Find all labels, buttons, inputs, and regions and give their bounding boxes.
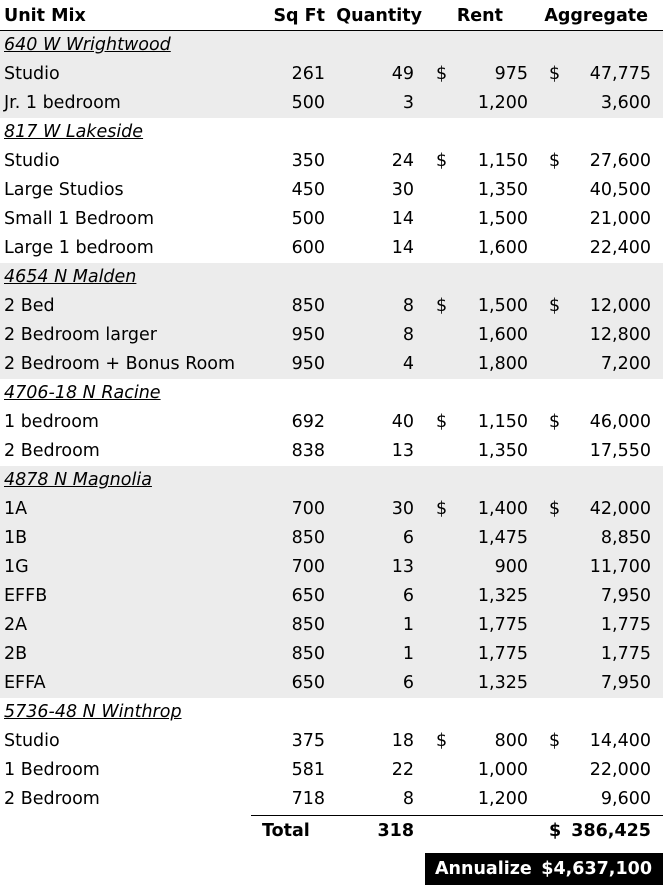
unit-name: 1 Bedroom xyxy=(4,760,100,780)
unit-aggregate: 11,700 xyxy=(589,557,651,577)
table-header xyxy=(0,0,663,31)
unit-aggregate: 46,000 xyxy=(589,412,651,432)
unit-name: 2 Bedroom + Bonus Room xyxy=(4,354,236,374)
unit-quantity: 13 xyxy=(391,441,414,461)
table-row xyxy=(0,205,663,234)
unit-aggregate: 40,500 xyxy=(589,180,651,200)
unit-name: 1A xyxy=(4,499,28,519)
rent-dollar-sign: $ xyxy=(436,296,448,316)
unit-sqft: 600 xyxy=(291,238,325,258)
unit-quantity: 6 xyxy=(402,586,414,606)
unit-name: 2 Bedroom xyxy=(4,789,100,809)
unit-quantity: 22 xyxy=(391,760,414,780)
unit-sqft: 692 xyxy=(291,412,325,432)
property-row xyxy=(0,466,663,495)
header-quantity: Quantity xyxy=(336,6,422,26)
unit-rent: 1,150 xyxy=(477,151,528,171)
unit-quantity: 30 xyxy=(391,180,414,200)
total-row xyxy=(0,815,663,848)
unit-name: EFFA xyxy=(4,673,46,693)
unit-aggregate: 12,000 xyxy=(589,296,651,316)
unit-quantity: 4 xyxy=(402,354,414,374)
unit-rent: 1,150 xyxy=(477,412,528,432)
unit-rent: 1,800 xyxy=(477,354,528,374)
table-row xyxy=(0,321,663,350)
unit-sqft: 850 xyxy=(291,644,325,664)
unit-sqft: 838 xyxy=(291,441,325,461)
unit-aggregate: 8,850 xyxy=(600,528,651,548)
unit-rent: 1,350 xyxy=(477,441,528,461)
aggregate-dollar-sign: $ xyxy=(549,412,561,432)
unit-rent: 1,325 xyxy=(477,586,528,606)
property-name: 640 W Wrightwood xyxy=(4,35,171,55)
unit-name: Studio xyxy=(4,731,60,751)
header-sqft: Sq Ft xyxy=(273,6,325,26)
property-name: 5736-48 N Winthrop xyxy=(4,702,182,722)
unit-aggregate: 1,775 xyxy=(600,644,651,664)
property-row xyxy=(0,31,663,60)
property-row xyxy=(0,263,663,292)
table-row xyxy=(0,437,663,466)
unit-quantity: 1 xyxy=(402,615,414,635)
unit-name: EFFB xyxy=(4,586,48,606)
total-dollar-sign: $ xyxy=(549,821,562,841)
unit-quantity: 1 xyxy=(402,644,414,664)
unit-quantity: 30 xyxy=(391,499,414,519)
unit-quantity: 13 xyxy=(391,557,414,577)
total-quantity: 318 xyxy=(377,821,414,841)
unit-name: Large Studios xyxy=(4,180,124,200)
unit-name: Large 1 bedroom xyxy=(4,238,154,258)
unit-aggregate: 22,000 xyxy=(589,760,651,780)
rent-dollar-sign: $ xyxy=(436,499,448,519)
property-name: 4878 N Magnolia xyxy=(4,470,152,490)
unit-rent: 975 xyxy=(494,64,528,84)
table-body xyxy=(0,31,663,814)
unit-sqft: 850 xyxy=(291,528,325,548)
unit-rent: 1,200 xyxy=(477,93,528,113)
unit-name: Jr. 1 bedroom xyxy=(4,93,121,113)
header-rent: Rent xyxy=(456,6,503,26)
unit-rent: 1,775 xyxy=(477,644,528,664)
unit-sqft: 850 xyxy=(291,615,325,635)
property-name: 817 W Lakeside xyxy=(4,122,144,142)
table-row xyxy=(0,553,663,582)
unit-rent: 1,500 xyxy=(477,209,528,229)
unit-sqft: 718 xyxy=(291,789,325,809)
unit-quantity: 8 xyxy=(402,789,414,809)
unit-quantity: 14 xyxy=(391,238,414,258)
unit-sqft: 700 xyxy=(291,499,325,519)
unit-quantity: 6 xyxy=(402,673,414,693)
unit-aggregate: 14,400 xyxy=(589,731,651,751)
unit-aggregate: 1,775 xyxy=(600,615,651,635)
unit-rent: 1,600 xyxy=(477,238,528,258)
property-row xyxy=(0,118,663,147)
table-row xyxy=(0,176,663,205)
unit-quantity: 24 xyxy=(391,151,414,171)
unit-name: 1B xyxy=(4,528,28,548)
rent-dollar-sign: $ xyxy=(436,151,448,171)
aggregate-dollar-sign: $ xyxy=(549,499,561,519)
unit-aggregate: 17,550 xyxy=(589,441,651,461)
annualize-box xyxy=(425,853,663,885)
unit-aggregate: 7,950 xyxy=(600,673,651,693)
header-aggregate: Aggregate xyxy=(544,6,648,26)
unit-rent: 1,600 xyxy=(477,325,528,345)
unit-name: Studio xyxy=(4,151,60,171)
unit-sqft: 700 xyxy=(291,557,325,577)
table-row xyxy=(0,727,663,756)
unit-aggregate: 21,000 xyxy=(589,209,651,229)
unit-aggregate: 47,775 xyxy=(589,64,651,84)
unit-name: 2 Bedroom xyxy=(4,441,100,461)
unit-rent: 1,500 xyxy=(477,296,528,316)
table-row xyxy=(0,669,663,698)
aggregate-dollar-sign: $ xyxy=(549,64,561,84)
unit-sqft: 500 xyxy=(291,93,325,113)
unit-name: 2B xyxy=(4,644,28,664)
rent-dollar-sign: $ xyxy=(436,64,448,84)
unit-quantity: 14 xyxy=(391,209,414,229)
aggregate-dollar-sign: $ xyxy=(549,731,561,751)
property-name: 4654 N Malden xyxy=(4,267,137,287)
unit-name: 1 bedroom xyxy=(4,412,99,432)
unit-rent: 1,200 xyxy=(477,789,528,809)
unit-aggregate: 42,000 xyxy=(589,499,651,519)
unit-sqft: 650 xyxy=(291,586,325,606)
unit-quantity: 8 xyxy=(402,296,414,316)
table-row xyxy=(0,89,663,118)
unit-sqft: 350 xyxy=(291,151,325,171)
unit-sqft: 950 xyxy=(291,325,325,345)
rent-dollar-sign: $ xyxy=(436,731,448,751)
unit-aggregate: 9,600 xyxy=(600,789,651,809)
unit-sqft: 500 xyxy=(291,209,325,229)
rent-dollar-sign: $ xyxy=(436,412,448,432)
property-name: 4706-18 N Racine xyxy=(4,383,161,403)
unit-sqft: 650 xyxy=(291,673,325,693)
unit-quantity: 6 xyxy=(402,528,414,548)
table-row xyxy=(0,292,663,321)
unit-aggregate: 3,600 xyxy=(600,93,651,113)
unit-rent: 1,000 xyxy=(477,760,528,780)
unit-name: Small 1 Bedroom xyxy=(4,209,155,229)
table-row xyxy=(0,524,663,553)
unit-aggregate: 22,400 xyxy=(589,238,651,258)
unit-name: 2 Bedroom larger xyxy=(4,325,157,345)
unit-aggregate: 7,950 xyxy=(600,586,651,606)
unit-name: 2A xyxy=(4,615,28,635)
unit-name: 2 Bed xyxy=(4,296,55,316)
table-row xyxy=(0,785,663,814)
table-row xyxy=(0,756,663,785)
unit-rent: 1,775 xyxy=(477,615,528,635)
aggregate-dollar-sign: $ xyxy=(549,151,561,171)
unit-rent: 1,400 xyxy=(477,499,528,519)
unit-name: 1G xyxy=(4,557,29,577)
table-row xyxy=(0,60,663,89)
table-row xyxy=(0,234,663,263)
table-row xyxy=(0,640,663,669)
unit-sqft: 581 xyxy=(291,760,325,780)
unit-aggregate: 27,600 xyxy=(589,151,651,171)
unit-quantity: 49 xyxy=(391,64,414,84)
aggregate-dollar-sign: $ xyxy=(549,296,561,316)
table-row xyxy=(0,147,663,176)
unit-sqft: 850 xyxy=(291,296,325,316)
unit-sqft: 450 xyxy=(291,180,325,200)
unit-name: Studio xyxy=(4,64,60,84)
annualize-label: Annualize xyxy=(435,859,532,879)
header-unit-mix: Unit Mix xyxy=(4,6,86,26)
annualize-value: $4,637,100 xyxy=(541,859,652,879)
unit-rent: 800 xyxy=(494,731,528,751)
unit-aggregate: 7,200 xyxy=(600,354,651,374)
table-row xyxy=(0,350,663,379)
unit-quantity: 18 xyxy=(391,731,414,751)
unit-aggregate: 12,800 xyxy=(589,325,651,345)
unit-rent: 900 xyxy=(494,557,528,577)
unit-quantity: 8 xyxy=(402,325,414,345)
table-row xyxy=(0,582,663,611)
unit-quantity: 3 xyxy=(402,93,414,113)
property-row xyxy=(0,379,663,408)
unit-sqft: 950 xyxy=(291,354,325,374)
table-row xyxy=(0,408,663,437)
unit-rent: 1,475 xyxy=(477,528,528,548)
property-row xyxy=(0,698,663,727)
table-row xyxy=(0,611,663,640)
unit-sqft: 375 xyxy=(291,731,325,751)
table-row xyxy=(0,495,663,524)
unit-rent: 1,350 xyxy=(477,180,528,200)
unit-quantity: 40 xyxy=(391,412,414,432)
unit-sqft: 261 xyxy=(291,64,325,84)
total-label: Total xyxy=(262,821,310,841)
unit-rent: 1,325 xyxy=(477,673,528,693)
total-aggregate: 386,425 xyxy=(571,821,651,841)
